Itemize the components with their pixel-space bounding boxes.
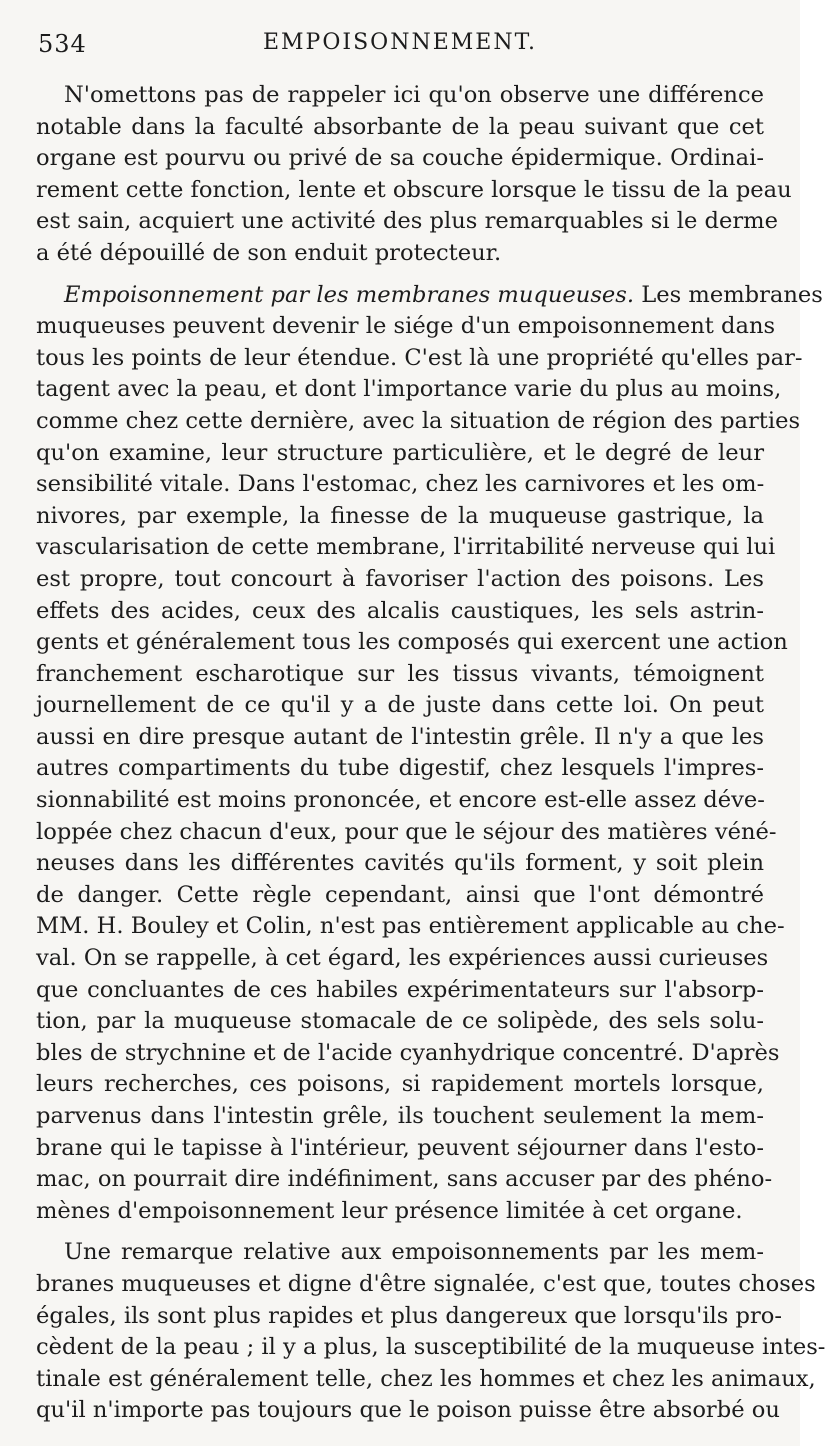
text-line: branes muqueuses et digne d'être signalée, c'est que, toutes choses xyxy=(36,1270,816,1297)
text-line: N'omettons pas de rappeler ici qu'on observe une différence xyxy=(64,82,764,108)
paragraph-2 xyxy=(36,280,823,1228)
text-line: mac, on pourrait dire indéfiniment, sans accuser par des phéno- xyxy=(36,1166,773,1193)
text-line: muqueuses peuvent devenir le siége d'un empoisonnement dans xyxy=(36,313,776,340)
text-line: qu'il n'importe pas toujours que le poison puisse être absorbé ou xyxy=(36,1397,780,1424)
text-line: comme chez cette dernière, avec la situation de région des parties xyxy=(36,407,801,434)
paragraph-3 xyxy=(36,1237,825,1427)
page-number: 534 xyxy=(38,30,87,58)
text-line: bles de strychnine et de l'acide cyanhydrique concentré. D'après xyxy=(36,1039,780,1066)
text-line: Une remarque relative aux empoisonnements par les mem- xyxy=(64,1239,764,1266)
section-heading-rest: Les membranes xyxy=(634,281,823,308)
text-line: tagent avec la peau, et dont l'importance varie du plus au moins, xyxy=(36,376,782,403)
text-line: effets des acides, ceux des alcalis caustiques, les sels astrin- xyxy=(36,597,764,624)
text-line: nivores, par exemple, la finesse de la muqueuse gastrique, la xyxy=(36,502,764,529)
text-line: égales, ils sont plus rapides et plus dangereux que lorsqu'ils pro- xyxy=(36,1302,783,1329)
text-line: aussi en dire presque autant de l'intestin grêle. Il n'y a que les xyxy=(36,723,764,750)
running-head: EMPOISONNEMENT. xyxy=(262,30,538,55)
text-line: qu'on examine, leur structure particulière, et le degré de leur xyxy=(36,439,764,466)
text-line: sionnabilité est moins prononcée, et encore est-elle assez déve- xyxy=(36,787,765,814)
text-line: est propre, tout concourt à favoriser l'action des poisons. Les xyxy=(36,565,764,592)
text-line: leurs recherches, ces poisons, si rapidement mortels lorsque, xyxy=(36,1071,764,1098)
section-heading-italic: Empoisonnement par les membranes muqueuses. xyxy=(64,281,635,308)
text-line: franchement escharotique sur les tissus vivants, témoignent xyxy=(36,660,764,687)
text-line: est sain, acquiert une activité des plus remarquables si le derme xyxy=(36,208,778,235)
text-line: MM. H. Bouley et Colin, n'est pas entièrement applicable au che- xyxy=(36,913,785,940)
text-line: val. On se rappelle, à cet égard, les expériences aussi curieuses xyxy=(36,945,769,972)
text-line: tinale est généralement telle, chez les hommes et chez les animaux, xyxy=(36,1365,816,1392)
paragraph-2-lead-line xyxy=(36,280,823,312)
text-line: cèdent de la peau ; il y a plus, la susceptibilité de la muqueuse intes- xyxy=(36,1334,825,1361)
page-header xyxy=(38,30,762,66)
text-line: journellement de ce qu'il y a de juste dans cette loi. On peut xyxy=(36,692,764,719)
text-line: autres compartiments du tube digestif, chez lesquels l'impres- xyxy=(36,755,764,782)
text-line: sensibilité vitale. Dans l'estomac, chez les carnivores et les om- xyxy=(36,471,765,498)
paragraph-1 xyxy=(36,80,792,270)
text-line: notable dans la faculté absorbante de la peau suivant que cet xyxy=(36,113,764,140)
text-line: organe est pourvu ou privé de sa couche épidermique. Ordinai- xyxy=(36,145,764,172)
text-line: que concluantes de ces habiles expérimentateurs sur l'absorp- xyxy=(36,976,764,1003)
text-line: a été dépouillé de son enduit protecteur. xyxy=(36,239,502,266)
text-line: vascularisation de cette membrane, l'irritabilité nerveuse qui lui xyxy=(36,534,776,561)
text-line: mènes d'empoisonnement leur présence limitée à cet organe. xyxy=(36,1197,743,1224)
text-line: gents et généralement tous les composés qui exercent une action xyxy=(36,629,788,656)
text-line: rement cette fonction, lente et obscure lorsque le tissu de la peau xyxy=(36,176,792,203)
text-line: de danger. Cette règle cependant, ainsi que l'ont démontré xyxy=(36,881,764,908)
text-line: parvenus dans l'intestin grêle, ils touchent seulement la mem- xyxy=(36,1103,764,1129)
text-line: neuses dans les différentes cavités qu'ils forment, y soit plein xyxy=(36,850,764,877)
text-line: brane qui le tapisse à l'intérieur, peuvent séjourner dans l'esto- xyxy=(36,1134,764,1161)
text-line: tous les points de leur étendue. C'est là une propriété qu'elles par- xyxy=(36,344,803,371)
text-line: tion, par la muqueuse stomacale de ce solipède, des sels solu- xyxy=(36,1008,764,1035)
text-line: loppée chez chacun d'eux, pour que le séjour des matières véné- xyxy=(36,818,777,845)
body-text xyxy=(36,80,825,1437)
